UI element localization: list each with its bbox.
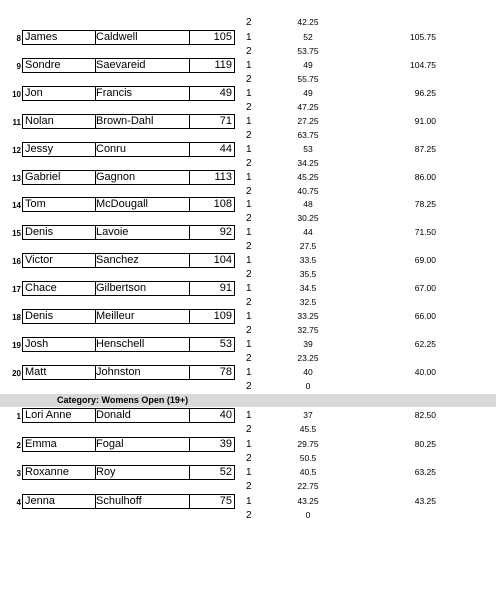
rank-number: 1 [16, 412, 21, 421]
round-2-score: 22.75 [297, 481, 319, 491]
round-2-label: 2 [246, 185, 252, 197]
round-1-label: 1 [246, 311, 252, 322]
round-2-label: 2 [246, 325, 252, 336]
last-name-cell: Fogal [94, 437, 190, 452]
first-name-cell: Victor [22, 253, 96, 268]
round-1-score: 29.75 [297, 438, 319, 449]
round-score: 42.25 [297, 17, 319, 27]
round-2-label: 2 [246, 380, 252, 392]
bib-number-cell: 92 [190, 225, 235, 240]
round-1-score: 34.5 [299, 283, 317, 294]
bib-number-cell: 109 [190, 309, 235, 324]
round-2-score: 34.25 [297, 157, 319, 168]
round-1-score: 45.25 [297, 171, 319, 182]
round-1-score: 48 [303, 199, 313, 210]
first-name-cell: Jon [22, 86, 96, 101]
first-name-cell: Sondre [22, 58, 96, 73]
bib-number-cell: 104 [190, 253, 235, 268]
round-2-score: 0 [305, 380, 311, 391]
total-score: 87.25 [414, 143, 436, 154]
first-name-cell: Lori Anne [22, 408, 96, 423]
round-2-label: 2 [246, 101, 252, 113]
total-score: 78.25 [414, 199, 436, 210]
round-1-label: 1 [246, 410, 252, 421]
rank-number: 11 [12, 117, 21, 127]
last-name-cell: Conru [94, 142, 190, 157]
round-1-score: 53 [303, 143, 313, 154]
bib-number-cell: 78 [190, 365, 235, 380]
round-1-score: 33.5 [299, 255, 317, 266]
first-name-cell: Gabriel [22, 170, 96, 185]
round-2-label: 2 [246, 509, 252, 521]
rank-number: 4 [16, 497, 21, 507]
rank-number: 12 [12, 145, 21, 155]
round-2-label: 2 [246, 46, 252, 57]
round-2-score: 47.25 [297, 101, 319, 112]
total-score: 71.50 [414, 227, 436, 238]
round-1-score: 52 [303, 32, 313, 42]
round-2-score: 0 [305, 509, 311, 520]
round-number: 2 [246, 17, 252, 28]
last-name-cell: Donald [94, 408, 190, 423]
last-name-cell: Gilbertson [94, 281, 190, 296]
rank-number: 20 [12, 368, 21, 378]
total-score: 69.00 [414, 255, 436, 266]
total-score: 82.50 [414, 410, 436, 420]
round-2-score: 32.75 [297, 325, 319, 335]
round-2-score: 55.75 [297, 73, 319, 84]
first-name-cell: Emma [22, 437, 96, 452]
last-name-cell: Sanchez [94, 253, 190, 268]
round-1-label: 1 [246, 467, 252, 478]
round-1-score: 44 [303, 227, 313, 238]
round-1-score: 49 [303, 87, 313, 98]
last-name-cell: McDougall [94, 197, 190, 212]
first-name-cell: Jessy [22, 142, 96, 157]
round-1-score: 43.25 [297, 495, 319, 506]
round-2-score: 45.5 [299, 424, 317, 434]
last-name-cell: Gagnon [94, 170, 190, 185]
bib-number-cell: 49 [190, 86, 235, 101]
first-name-cell: Denis [22, 309, 96, 324]
round-1-score: 40 [303, 366, 313, 377]
round-1-label: 1 [246, 255, 252, 267]
total-score: 96.25 [414, 87, 436, 98]
total-score: 80.25 [414, 438, 436, 449]
bib-number-cell: 71 [190, 114, 235, 129]
round-2-label: 2 [246, 269, 252, 281]
last-name-cell: Roy [94, 465, 190, 480]
round-2-score: 63.75 [297, 129, 319, 140]
round-2-score: 35.5 [299, 269, 317, 280]
first-name-cell: Denis [22, 225, 96, 240]
last-name-cell: Meilleur [94, 309, 190, 324]
round-2-label: 2 [246, 424, 252, 435]
round-2-score: 53.75 [297, 46, 319, 56]
round-1-label: 1 [246, 171, 252, 183]
round-1-score: 49 [303, 59, 313, 70]
category-label: Category: Womens Open (19+) [57, 395, 189, 405]
last-name-cell: Schulhoff [94, 494, 190, 509]
rank-number: 3 [16, 469, 21, 478]
rank-number: 10 [12, 89, 21, 99]
rank-number: 8 [16, 34, 21, 43]
first-name-cell: Nolan [22, 114, 96, 129]
bib-number-cell: 105 [190, 30, 235, 45]
round-1-label: 1 [246, 438, 252, 450]
bib-number-cell: 53 [190, 337, 235, 352]
round-2-label: 2 [246, 481, 252, 492]
round-1-label: 1 [246, 199, 252, 211]
total-score: 62.25 [414, 338, 436, 349]
last-name-cell: Brown-Dahl [94, 114, 190, 129]
round-1-label: 1 [246, 143, 252, 155]
round-2-label: 2 [246, 352, 252, 364]
bib-number-cell: 52 [190, 465, 235, 480]
round-2-label: 2 [246, 452, 252, 464]
round-1-label: 1 [246, 32, 252, 43]
last-name-cell: Lavoie [94, 225, 190, 240]
round-2-score: 40.75 [297, 185, 319, 196]
rank-number: 17 [12, 285, 21, 295]
round-1-label: 1 [246, 283, 252, 295]
rank-number: 15 [12, 229, 21, 239]
total-score: 63.25 [414, 467, 436, 477]
total-score: 104.75 [410, 59, 436, 70]
last-name-cell: Henschell [94, 337, 190, 352]
first-name-cell: Tom [22, 197, 96, 212]
round-1-score: 33.25 [297, 311, 319, 321]
round-1-label: 1 [246, 59, 252, 71]
rank-number: 16 [12, 257, 21, 267]
round-1-score: 37 [303, 410, 313, 420]
total-score: 43.25 [414, 495, 436, 506]
round-1-label: 1 [246, 495, 252, 507]
bib-number-cell: 75 [190, 494, 235, 509]
round-2-score: 23.25 [297, 352, 319, 363]
bib-number-cell: 91 [190, 281, 235, 296]
round-2-score: 32.5 [299, 297, 317, 308]
bib-number-cell: 40 [190, 408, 235, 423]
first-name-cell: James [22, 30, 96, 45]
round-2-score: 50.5 [299, 452, 317, 463]
bib-number-cell: 113 [190, 170, 235, 185]
first-name-cell: Matt [22, 365, 96, 380]
first-name-cell: Jenna [22, 494, 96, 509]
round-2-label: 2 [246, 157, 252, 169]
total-score: 67.00 [414, 283, 436, 294]
last-name-cell: Johnston [94, 365, 190, 380]
rank-number: 13 [12, 173, 21, 183]
bib-number-cell: 44 [190, 142, 235, 157]
round-1-score: 39 [303, 338, 313, 349]
total-score: 66.00 [414, 311, 436, 321]
last-name-cell: Caldwell [94, 30, 190, 45]
round-2-label: 2 [246, 297, 252, 309]
round-2-label: 2 [246, 73, 252, 85]
round-2-label: 2 [246, 241, 252, 253]
round-1-score: 27.25 [297, 115, 319, 126]
round-1-label: 1 [246, 227, 252, 239]
first-name-cell: Chace [22, 281, 96, 296]
round-2-label: 2 [246, 213, 252, 225]
category-header [0, 394, 496, 407]
round-2-score: 27.5 [299, 241, 317, 252]
round-1-label: 1 [246, 87, 252, 99]
total-score: 86.00 [414, 171, 436, 182]
total-score: 105.75 [410, 32, 436, 42]
rank-number: 14 [12, 201, 21, 211]
round-1-label: 1 [246, 338, 252, 350]
rank-number: 2 [16, 440, 21, 450]
round-1-label: 1 [246, 366, 252, 378]
bib-number-cell: 108 [190, 197, 235, 212]
last-name-cell: Saevareid [94, 58, 190, 73]
rank-number: 18 [12, 313, 21, 322]
bib-number-cell: 119 [190, 58, 235, 73]
bib-number-cell: 39 [190, 437, 235, 452]
round-1-label: 1 [246, 115, 252, 127]
first-name-cell: Josh [22, 337, 96, 352]
round-1-score: 40.5 [299, 467, 317, 477]
round-2-score: 30.25 [297, 213, 319, 224]
round-2-label: 2 [246, 129, 252, 141]
rank-number: 9 [16, 61, 21, 71]
total-score: 40.00 [414, 366, 436, 377]
first-name-cell: Roxanne [22, 465, 96, 480]
total-score: 91.00 [414, 115, 436, 126]
rank-number: 19 [12, 340, 21, 350]
last-name-cell: Francis [94, 86, 190, 101]
